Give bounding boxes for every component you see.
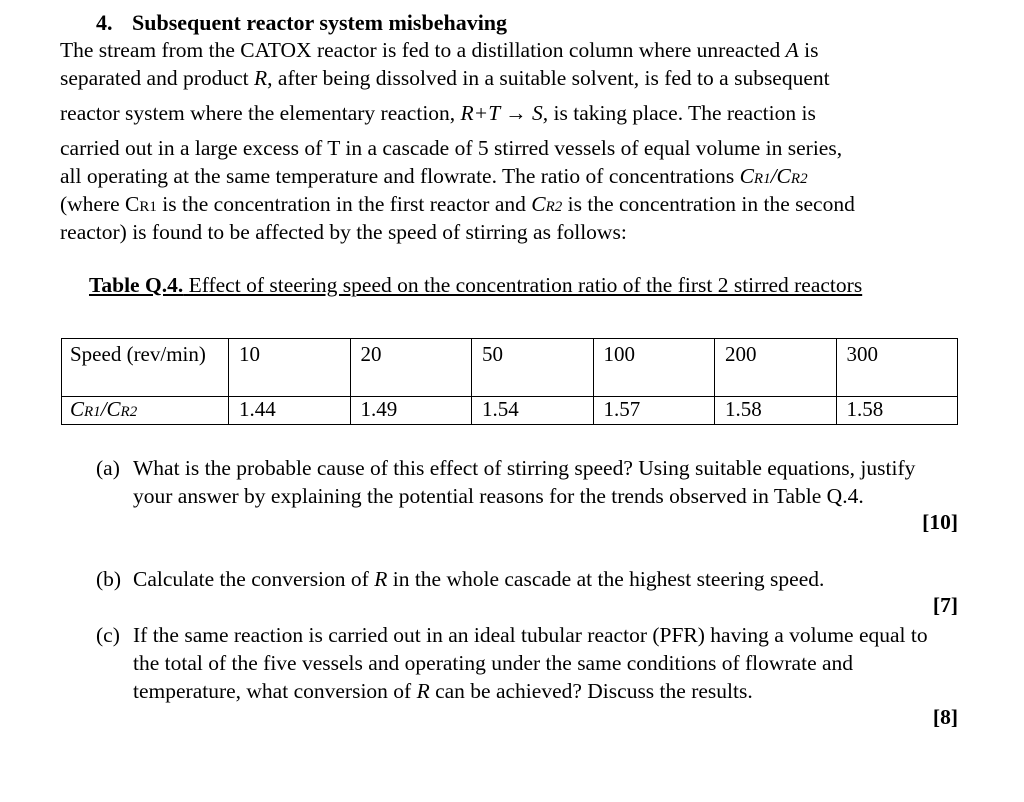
speed-cell: 200 [715, 339, 837, 397]
table-caption-label: Table Q.4. [89, 273, 184, 297]
question-b-label: (b) [96, 567, 122, 591]
speed-cell: 300 [836, 339, 958, 397]
question-c-marks: [8] [932, 705, 958, 729]
question-b-marks: [7] [932, 593, 958, 617]
section-title: Subsequent reactor system misbehaving [132, 10, 508, 35]
ratio-cell: 1.44 [229, 397, 351, 425]
question-a-marks: [10] [922, 510, 958, 534]
speed-cell: 100 [593, 339, 715, 397]
ratio-cell: 1.54 [472, 397, 594, 425]
ratio-cell: 1.58 [836, 397, 958, 425]
question-c-text: If the same reaction is carried out in an ideal tubular reactor (PFR) having a volume equal to the total of the five vessels and operating under the same conditions of flowrate and temperature, what conversion of R can be achieved? Discuss the results. [133, 623, 928, 703]
question-a [96, 454, 956, 510]
row-label-ratio: CR1/CR2 [62, 397, 229, 425]
row-label-speed: Speed (rev/min) [62, 339, 229, 397]
question-a-label: (a) [96, 456, 120, 480]
ratio-cell: 1.49 [350, 397, 472, 425]
speed-cell: 10 [229, 339, 351, 397]
intro-line-7: reactor) is found to be affected by the speed of stirring as follows: [60, 220, 627, 244]
speed-cell: 50 [472, 339, 594, 397]
section-number: 4. [96, 10, 113, 35]
table-row-ratio [62, 397, 958, 425]
ratio-cell: 1.57 [593, 397, 715, 425]
intro-line-2: separated and product R, after being dissolved in a suitable solvent, is fed to a subsequent [60, 66, 830, 90]
question-b [96, 565, 956, 593]
table-row-speed [62, 339, 958, 397]
question-c-label: (c) [96, 623, 120, 647]
ratio-cell: 1.58 [715, 397, 837, 425]
intro-line-3: reactor system where the elementary reaction, R+T → S, is taking place. The reaction is [60, 101, 816, 125]
intro-line-1: The stream from the CATOX reactor is fed to a distillation column where unreacted A is [60, 38, 819, 62]
intro-line-6: (where CR1 is the concentration in the first reactor and CR2 is the concentration in the second [60, 192, 855, 216]
intro-line-5: all operating at the same temperature and flowrate. The ratio of concentrations CR1/CR2 [60, 164, 808, 188]
speed-ratio-table [61, 338, 958, 425]
intro-line-4: carried out in a large excess of T in a cascade of 5 stirred vessels of equal volume in series, [60, 136, 843, 160]
table-caption-text: Effect of steering speed on the concentration ratio of the first 2 stirred reactors [183, 273, 863, 297]
section-heading [96, 10, 507, 36]
question-c [96, 621, 956, 705]
speed-cell: 20 [350, 339, 472, 397]
question-b-text: Calculate the conversion of R in the whole cascade at the highest steering speed. [133, 567, 825, 591]
question-a-text: What is the probable cause of this effect of stirring speed? Using suitable equations, justify your answer by explaining the potential reasons for the trends observed in Table Q.4. [133, 456, 916, 508]
table-caption [89, 271, 909, 299]
